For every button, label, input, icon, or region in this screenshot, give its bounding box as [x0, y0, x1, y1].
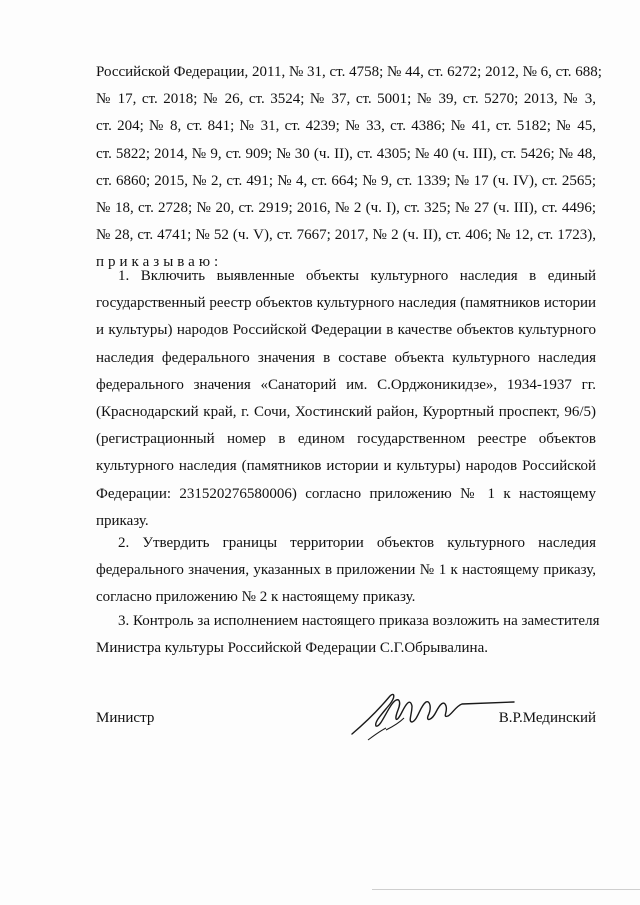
signature-block [96, 706, 596, 746]
item-line: и культуры) народов Российской Федерации в качестве объектов культурного [96, 322, 596, 339]
item-line: 2. Утвердить границы территории объектов культурного наследия [118, 535, 596, 551]
legal-references [96, 59, 602, 277]
item-line: 3. Контроль за исполнением настоящего приказа возложить на заместителя [118, 613, 600, 629]
item-line: федерального значения, указанных в приложении № 1 к настоящему приказу, [96, 562, 596, 579]
item-line: Министра культуры Российской Федерации С.Г.Обрывалина. [96, 640, 488, 657]
handwritten-signature-icon [346, 682, 516, 742]
intro-line: ст. 6860; 2015, № 2, ст. 491; № 4, ст. 664; № 9, ст. 1339; № 17 (ч. IV), ст. 2565; [96, 172, 596, 189]
intro-line: № 18, ст. 2728; № 20, ст. 2919; 2016, № 2 (ч. I), ст. 325; № 27 (ч. III), ст. 4496; [96, 200, 596, 217]
intro-line: Российской Федерации, 2011, № 31, ст. 4758; № 44, ст. 6272; 2012, № 6, ст. 688; [96, 64, 602, 80]
intro-line: ст. 204; № 8, ст. 841; № 31, ст. 4239; № 33, ст. 4386; № 41, ст. 5182; № 45, [96, 118, 596, 135]
intro-line: ст. 5822; 2014, № 9, ст. 909; № 30 (ч. II), ст. 4305; № 40 (ч. III), ст. 5426; № 48, [96, 145, 596, 162]
order-item-2 [96, 530, 596, 612]
item-line: наследия федерального значения в составе объекта культурного наследия [96, 349, 596, 366]
order-verb: приказываю: [96, 254, 223, 271]
order-item-1 [96, 263, 596, 535]
order-item-3 [96, 608, 600, 662]
item-line: (регистрационный номер в едином государственном реестре объектов [96, 431, 596, 448]
item-line: Федерации: 231520276580006) согласно приложению № 1 к настоящему [96, 485, 596, 502]
item-line: федерального значения «Санаторий им. С.Орджоникидзе», 1934-1937 гг. [96, 376, 596, 393]
intro-line: № 17, ст. 2018; № 26, ст. 3524; № 37, ст. 5001; № 39, ст. 5270; 2013, № 3, [96, 91, 596, 108]
item-line: приказу. [96, 512, 149, 529]
minister-label: Министр [96, 710, 155, 726]
item-line: государственный реестр объектов культурного наследия (памятников истории [96, 295, 596, 312]
signer-name: В.Р.Мединский [498, 710, 596, 726]
intro-line: № 28, ст. 4741; № 52 (ч. V), ст. 7667; 2017, № 2 (ч. II), ст. 406; № 12, ст. 1723), [96, 227, 596, 244]
item-line: 1. Включить выявленные объекты культурного наследия в единый [118, 268, 596, 284]
item-line: (Краснодарский край, г. Сочи, Хостинский район, Курортный проспект, 96/5) [96, 404, 596, 421]
item-line: согласно приложению № 2 к настоящему приказу. [96, 589, 416, 606]
scan-edge-line [372, 889, 640, 890]
item-line: культурного наследия (памятников истории и культуры) народов Российской [96, 458, 596, 475]
